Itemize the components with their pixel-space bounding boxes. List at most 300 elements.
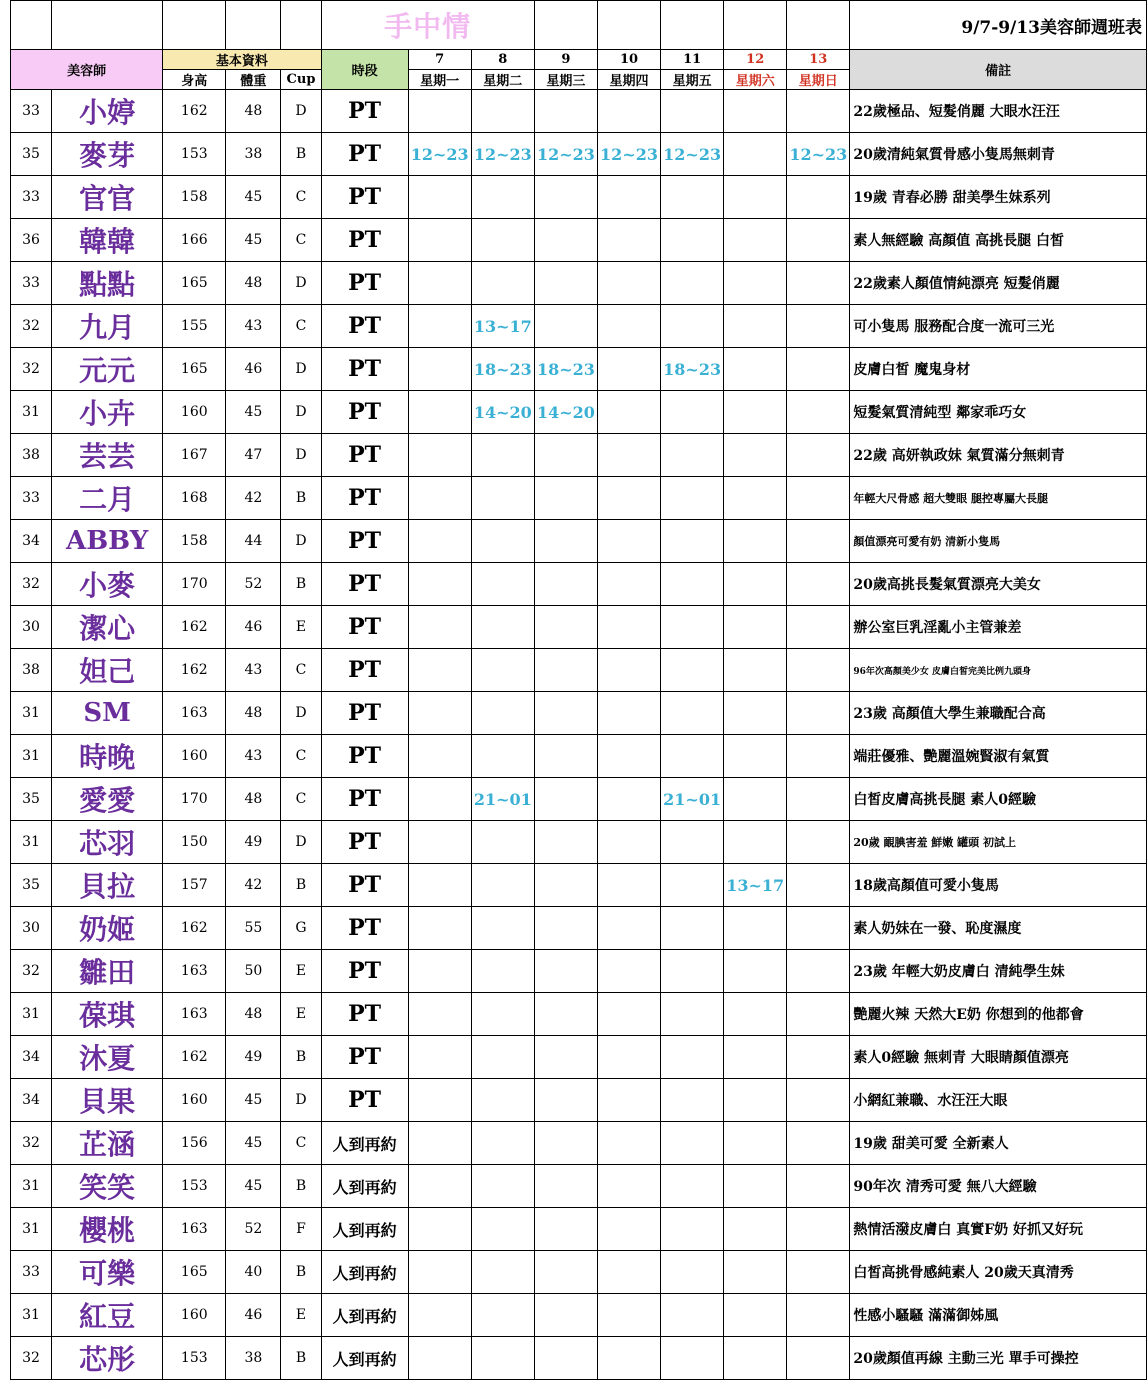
schedule-cell — [471, 649, 534, 692]
remark-cell: 顏值漂亮可愛有奶 清新小隻馬 — [850, 520, 1147, 563]
remark-cell: 白皙皮膚高挑長腿 素人0經驗 — [850, 778, 1147, 821]
weight-cell: 43 — [226, 305, 281, 348]
cup-cell: D — [281, 821, 321, 864]
day-weekday: 星期三 — [534, 70, 597, 90]
schedule-cell — [408, 563, 471, 606]
schedule-cell — [661, 176, 724, 219]
cup-cell: E — [281, 993, 321, 1036]
table-row — [11, 90, 1147, 133]
remark-cell: 素人無經驗 高顏值 高挑長腿 白皙 — [850, 219, 1147, 262]
schedule-cell — [724, 649, 787, 692]
height-cell: 162 — [163, 907, 226, 950]
schedule-cell — [724, 477, 787, 520]
remark-cell: 短髮氣質清純型 鄰家乖巧女 — [850, 391, 1147, 434]
age-cell: 34 — [11, 1079, 52, 1122]
weight-cell: 42 — [226, 864, 281, 907]
schedule-cell — [534, 90, 597, 133]
schedule-cell — [471, 950, 534, 993]
age-cell: 32 — [11, 950, 52, 993]
stylist-name: 小婷 — [52, 90, 163, 133]
age-cell: 33 — [11, 1251, 52, 1294]
remark-cell: 白皙高挑骨感純素人 20歲天真清秀 — [850, 1251, 1147, 1294]
schedule-cell — [534, 262, 597, 305]
stylist-name: 麥芽 — [52, 133, 163, 176]
brand-title: 手中情 — [321, 1, 534, 50]
schedule-cell — [534, 176, 597, 219]
schedule-cell — [724, 1036, 787, 1079]
schedule-cell — [724, 735, 787, 778]
stylist-name: 小麥 — [52, 563, 163, 606]
age-cell: 35 — [11, 778, 52, 821]
cup-cell: D — [281, 520, 321, 563]
slot-cell: PT — [321, 391, 408, 434]
remark-cell: 20歲顏值再線 主動三光 單手可操控 — [850, 1337, 1147, 1380]
slot-header: 時段 — [321, 50, 408, 90]
schedule-cell — [534, 821, 597, 864]
remark-cell: 20歲高挑長髮氣質漂亮大美女 — [850, 563, 1147, 606]
schedule-cell — [787, 520, 850, 563]
schedule-cell — [534, 1251, 597, 1294]
schedule-cell — [408, 821, 471, 864]
weight-cell: 45 — [226, 391, 281, 434]
schedule-cell — [597, 305, 660, 348]
slot-cell: PT — [321, 692, 408, 735]
table-row — [11, 1122, 1147, 1165]
schedule-cell — [724, 391, 787, 434]
table-row — [11, 563, 1147, 606]
schedule-cell — [534, 649, 597, 692]
schedule-cell — [408, 434, 471, 477]
schedule-cell — [661, 563, 724, 606]
height-cell: 155 — [163, 305, 226, 348]
stylist-name: 愛愛 — [52, 778, 163, 821]
height-cell: 165 — [163, 348, 226, 391]
schedule-cell — [408, 1294, 471, 1337]
schedule-cell — [408, 907, 471, 950]
schedule-cell — [597, 1294, 660, 1337]
schedule-cell — [471, 1294, 534, 1337]
schedule-cell — [471, 477, 534, 520]
schedule-cell — [597, 1165, 660, 1208]
schedule-cell: 18~23 — [661, 348, 724, 391]
remark-cell: 22歲 高妍執政妹 氣質滿分無刺青 — [850, 434, 1147, 477]
schedule-cell — [661, 1337, 724, 1380]
remark-cell: 23歲 年輕大奶皮膚白 清純學生妹 — [850, 950, 1147, 993]
age-cell: 35 — [11, 864, 52, 907]
schedule-cell — [471, 434, 534, 477]
remark-cell: 20歲清純氣質骨感小隻馬無刺青 — [850, 133, 1147, 176]
age-cell: 31 — [11, 993, 52, 1036]
schedule-cell — [787, 907, 850, 950]
schedule-cell — [724, 1079, 787, 1122]
schedule-cell — [408, 1208, 471, 1251]
table-row — [11, 735, 1147, 778]
schedule-cell — [471, 606, 534, 649]
schedule-cell — [408, 778, 471, 821]
schedule-cell — [597, 821, 660, 864]
schedule-cell — [408, 1337, 471, 1380]
schedule-cell — [471, 176, 534, 219]
schedule-cell — [471, 90, 534, 133]
weight-cell: 45 — [226, 176, 281, 219]
cup-cell: B — [281, 864, 321, 907]
schedule-cell: 12~23 — [534, 133, 597, 176]
day-weekday: 星期一 — [408, 70, 471, 90]
schedule-cell — [534, 1036, 597, 1079]
schedule-cell — [597, 520, 660, 563]
table-row — [11, 262, 1147, 305]
schedule-cell — [661, 262, 724, 305]
schedule-cell — [787, 864, 850, 907]
table-row — [11, 305, 1147, 348]
schedule-cell — [661, 391, 724, 434]
schedule-cell — [597, 1122, 660, 1165]
schedule-cell — [724, 692, 787, 735]
schedule-cell — [597, 735, 660, 778]
weight-cell: 46 — [226, 348, 281, 391]
remark-cell: 年輕大尺骨感 超大雙眼 腿控專屬大長腿 — [850, 477, 1147, 520]
schedule-cell — [724, 176, 787, 219]
schedule-cell — [787, 219, 850, 262]
schedule-sheet — [10, 0, 1147, 1380]
schedule-cell — [787, 1251, 850, 1294]
remark-cell: 96年次高顏美少女 皮膚白皙完美比例九頭身 — [850, 649, 1147, 692]
table-row — [11, 133, 1147, 176]
stylist-name: 小卉 — [52, 391, 163, 434]
cup-cell: D — [281, 434, 321, 477]
schedule-cell — [534, 606, 597, 649]
day-date: 9 — [534, 50, 597, 70]
remark-cell: 艷麗火辣 天然大E奶 你想到的他都會 — [850, 993, 1147, 1036]
stylist-name: SM — [52, 692, 163, 735]
table-row — [11, 993, 1147, 1036]
schedule-cell: 14~20 — [534, 391, 597, 434]
schedule-cell — [408, 1122, 471, 1165]
slot-cell: PT — [321, 907, 408, 950]
schedule-cell: 12~23 — [408, 133, 471, 176]
schedule-cell — [471, 1122, 534, 1165]
schedule-cell: 21~01 — [661, 778, 724, 821]
cup-cell: D — [281, 692, 321, 735]
schedule-cell — [661, 1251, 724, 1294]
schedule-cell — [534, 778, 597, 821]
weight-cell: 49 — [226, 821, 281, 864]
schedule-cell — [408, 692, 471, 735]
schedule-cell — [661, 1294, 724, 1337]
height-cell: 160 — [163, 1294, 226, 1337]
schedule-cell — [471, 563, 534, 606]
schedule-cell — [471, 1251, 534, 1294]
schedule-cell — [787, 391, 850, 434]
stylist-name: ABBY — [52, 520, 163, 563]
cup-cell: B — [281, 133, 321, 176]
schedule-cell — [724, 262, 787, 305]
schedule-cell — [787, 993, 850, 1036]
schedule-cell — [408, 1251, 471, 1294]
remark-cell: 19歲 甜美可愛 全新素人 — [850, 1122, 1147, 1165]
slot-cell: PT — [321, 219, 408, 262]
schedule-cell — [787, 1036, 850, 1079]
stylist-name: 九月 — [52, 305, 163, 348]
stylist-name: 元元 — [52, 348, 163, 391]
cup-cell: B — [281, 1251, 321, 1294]
schedule-cell — [787, 1122, 850, 1165]
remark-cell: 可小隻馬 服務配合度一流可三光 — [850, 305, 1147, 348]
schedule-cell — [724, 1122, 787, 1165]
schedule-cell — [724, 90, 787, 133]
stylist-name: 奶姬 — [52, 907, 163, 950]
age-cell: 33 — [11, 477, 52, 520]
age-cell: 31 — [11, 1208, 52, 1251]
schedule-cell — [597, 90, 660, 133]
cup-cell: D — [281, 391, 321, 434]
day-date: 13 — [787, 50, 850, 70]
age-cell: 31 — [11, 735, 52, 778]
age-cell: 30 — [11, 606, 52, 649]
schedule-cell — [597, 176, 660, 219]
age-cell: 36 — [11, 219, 52, 262]
height-cell: 158 — [163, 176, 226, 219]
schedule-cell — [597, 864, 660, 907]
table-row — [11, 219, 1147, 262]
schedule-cell — [724, 993, 787, 1036]
cup-cell: C — [281, 735, 321, 778]
schedule-cell — [724, 1294, 787, 1337]
week-title: 9/7-9/13美容師週班表 — [850, 1, 1147, 50]
height-cell: 160 — [163, 735, 226, 778]
schedule-cell — [534, 434, 597, 477]
table-row — [11, 692, 1147, 735]
schedule-cell — [787, 348, 850, 391]
remark-cell: 19歲 青春必勝 甜美學生妹系列 — [850, 176, 1147, 219]
slot-cell: PT — [321, 649, 408, 692]
schedule-cell — [408, 219, 471, 262]
schedule-cell — [597, 477, 660, 520]
stylist-name: 二月 — [52, 477, 163, 520]
schedule-cell — [787, 1208, 850, 1251]
schedule-cell — [661, 649, 724, 692]
schedule-cell — [787, 90, 850, 133]
schedule-cell — [787, 262, 850, 305]
weight-cell: 45 — [226, 1122, 281, 1165]
age-cell: 33 — [11, 262, 52, 305]
weight-cell: 43 — [226, 649, 281, 692]
schedule-cell — [408, 1079, 471, 1122]
schedule-cell: 13~17 — [471, 305, 534, 348]
height-cell: 150 — [163, 821, 226, 864]
schedule-cell — [597, 1036, 660, 1079]
schedule-cell: 12~23 — [661, 133, 724, 176]
table-row — [11, 778, 1147, 821]
schedule-cell — [408, 176, 471, 219]
schedule-cell — [471, 1208, 534, 1251]
schedule-cell — [661, 1122, 724, 1165]
stylist-name: 笑笑 — [52, 1165, 163, 1208]
slot-cell: PT — [321, 864, 408, 907]
day-weekday: 星期四 — [597, 70, 660, 90]
weight-cell: 49 — [226, 1036, 281, 1079]
schedule-cell — [534, 1165, 597, 1208]
schedule-cell: 18~23 — [534, 348, 597, 391]
weight-cell: 43 — [226, 735, 281, 778]
age-cell: 31 — [11, 391, 52, 434]
remark-cell: 18歲高顏值可愛小隻馬 — [850, 864, 1147, 907]
height-cell: 163 — [163, 692, 226, 735]
remark-header: 備註 — [850, 50, 1147, 90]
cup-cell: C — [281, 778, 321, 821]
weight-cell: 44 — [226, 520, 281, 563]
schedule-cell — [597, 649, 660, 692]
schedule-cell — [661, 864, 724, 907]
schedule-cell — [597, 391, 660, 434]
schedule-cell — [408, 606, 471, 649]
schedule-cell — [471, 907, 534, 950]
stylist-name: 妲己 — [52, 649, 163, 692]
schedule-cell — [787, 434, 850, 477]
schedule-cell — [408, 391, 471, 434]
slot-cell: PT — [321, 477, 408, 520]
table-row — [11, 649, 1147, 692]
day-weekday: 星期二 — [471, 70, 534, 90]
age-cell: 38 — [11, 434, 52, 477]
weight-cell: 48 — [226, 262, 281, 305]
table-row — [11, 864, 1147, 907]
schedule-cell — [534, 993, 597, 1036]
table-row — [11, 1165, 1147, 1208]
height-cell: 157 — [163, 864, 226, 907]
stylist-name: 貝拉 — [52, 864, 163, 907]
cup-cell: E — [281, 1294, 321, 1337]
schedule-cell: 18~23 — [471, 348, 534, 391]
table-row — [11, 1251, 1147, 1294]
schedule-cell — [471, 864, 534, 907]
height-cell: 170 — [163, 563, 226, 606]
height-cell: 163 — [163, 950, 226, 993]
cup-cell: C — [281, 649, 321, 692]
remark-cell: 90年次 清秀可愛 無八大經驗 — [850, 1165, 1147, 1208]
table-row — [11, 1036, 1147, 1079]
schedule-cell — [408, 993, 471, 1036]
cup-header: Cup — [281, 70, 321, 90]
schedule-cell — [724, 133, 787, 176]
weight-cell: 48 — [226, 993, 281, 1036]
slot-cell: PT — [321, 520, 408, 563]
remark-cell: 小網紅兼職、水汪汪大眼 — [850, 1079, 1147, 1122]
schedule-cell — [597, 219, 660, 262]
cup-cell: E — [281, 950, 321, 993]
cup-cell: B — [281, 1036, 321, 1079]
schedule-cell — [724, 1337, 787, 1380]
schedule-cell — [787, 305, 850, 348]
schedule-cell — [471, 219, 534, 262]
schedule-cell — [471, 1337, 534, 1380]
weight-cell: 45 — [226, 1079, 281, 1122]
stylist-name: 雛田 — [52, 950, 163, 993]
table-row — [11, 1079, 1147, 1122]
table-row — [11, 1208, 1147, 1251]
table-row — [11, 950, 1147, 993]
schedule-cell — [534, 477, 597, 520]
slot-cell: 人到再約 — [321, 1122, 408, 1165]
schedule-cell — [408, 348, 471, 391]
height-cell: 160 — [163, 391, 226, 434]
height-cell: 153 — [163, 1337, 226, 1380]
age-cell: 32 — [11, 348, 52, 391]
cup-cell: B — [281, 563, 321, 606]
age-cell: 33 — [11, 176, 52, 219]
weight-cell: 38 — [226, 133, 281, 176]
schedule-cell — [787, 606, 850, 649]
schedule-cell: 14~20 — [471, 391, 534, 434]
schedule-cell: 12~23 — [787, 133, 850, 176]
weight-cell: 50 — [226, 950, 281, 993]
age-cell: 31 — [11, 1294, 52, 1337]
schedule-cell — [661, 434, 724, 477]
stylist-name: 韓韓 — [52, 219, 163, 262]
height-cell: 160 — [163, 1079, 226, 1122]
schedule-cell — [408, 90, 471, 133]
schedule-cell — [534, 692, 597, 735]
slot-cell: PT — [321, 1036, 408, 1079]
day-weekday: 星期日 — [787, 70, 850, 90]
cup-cell: F — [281, 1208, 321, 1251]
height-cell: 162 — [163, 649, 226, 692]
schedule-cell — [597, 1079, 660, 1122]
cup-cell: B — [281, 1337, 321, 1380]
schedule-cell — [408, 864, 471, 907]
weight-cell: 55 — [226, 907, 281, 950]
remark-cell: 熱情活潑皮膚白 真實F奶 好抓又好玩 — [850, 1208, 1147, 1251]
table-row — [11, 821, 1147, 864]
stylist-name: 紅豆 — [52, 1294, 163, 1337]
schedule-cell — [597, 434, 660, 477]
slot-cell: PT — [321, 176, 408, 219]
remark-cell: 性感小騷騷 滿滿御姊風 — [850, 1294, 1147, 1337]
schedule-cell — [787, 778, 850, 821]
cup-cell: C — [281, 176, 321, 219]
schedule-cell — [724, 520, 787, 563]
schedule-cell — [661, 821, 724, 864]
age-cell: 34 — [11, 520, 52, 563]
weight-cell: 52 — [226, 1208, 281, 1251]
schedule-cell — [597, 692, 660, 735]
table-row — [11, 1337, 1147, 1380]
stylist-header: 美容師 — [11, 50, 163, 90]
table-row — [11, 606, 1147, 649]
table-row — [11, 907, 1147, 950]
stylist-name: 芯彤 — [52, 1337, 163, 1380]
schedule-cell — [787, 1294, 850, 1337]
stylist-name: 官官 — [52, 176, 163, 219]
height-cell: 153 — [163, 1165, 226, 1208]
schedule-cell — [724, 1165, 787, 1208]
schedule-cell — [534, 1208, 597, 1251]
slot-cell: PT — [321, 993, 408, 1036]
schedule-cell — [408, 1165, 471, 1208]
schedule-cell — [661, 950, 724, 993]
age-cell: 31 — [11, 1165, 52, 1208]
schedule-cell — [408, 649, 471, 692]
age-cell: 33 — [11, 90, 52, 133]
height-cell: 158 — [163, 520, 226, 563]
schedule-cell — [534, 563, 597, 606]
height-cell: 162 — [163, 90, 226, 133]
schedule-cell — [787, 563, 850, 606]
day-weekday: 星期六 — [724, 70, 787, 90]
schedule-cell — [534, 735, 597, 778]
remark-cell: 23歲 高顏值大學生兼職配合高 — [850, 692, 1147, 735]
schedule-cell — [661, 305, 724, 348]
